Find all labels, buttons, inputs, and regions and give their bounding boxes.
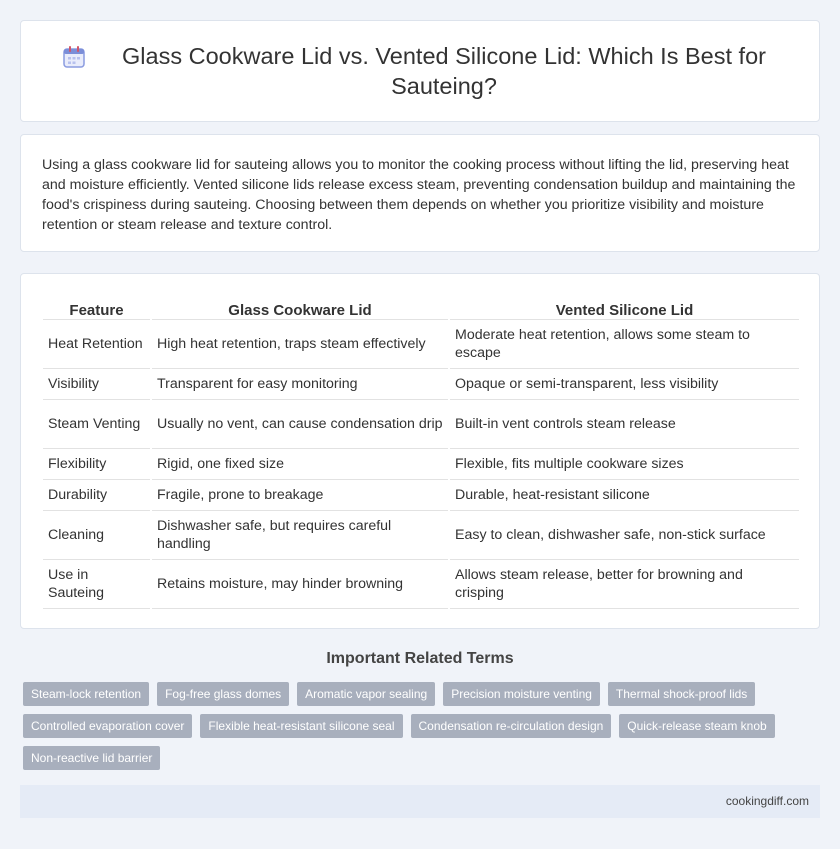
intro-paragraph: Using a glass cookware lid for sauteing allows you to monitor the cooking process without lifting the lid, preserving heat and moisture efficiently. Vented silicone lids release excess steam, preventing condensation buildup and maintaining the food's crispiness during sauteing. Choosing between them depends on whether you prioritize visibility and moisture retention or steam release and texture control. [42,157,796,233]
feature-cell: Durability [43,479,151,510]
silicone-lid-cell: Opaque or semi-transparent, less visibility [449,368,799,399]
calendar-icon [61,44,87,70]
related-term-tag[interactable]: Aromatic vapor sealing [297,682,435,706]
related-term-tag[interactable]: Fog-free glass domes [157,682,289,706]
column-header-feature: Feature [43,294,151,319]
comparison-table [43,294,799,609]
related-terms-tags [23,682,823,770]
table-row [43,559,799,608]
glass-lid-cell: Transparent for easy monitoring [151,368,449,399]
feature-cell: Visibility [43,368,151,399]
glass-lid-cell: Rigid, one fixed size [151,448,449,479]
comparison-card [20,273,820,629]
header [21,21,819,121]
feature-cell: Cleaning [43,510,151,559]
table-row [43,448,799,479]
silicone-lid-cell: Allows steam release, better for browning and crisping [449,559,799,608]
silicone-lid-cell: Easy to clean, dishwasher safe, non-stick surface [449,510,799,559]
table-row [43,479,799,510]
footer [20,785,820,818]
glass-lid-cell: Retains moisture, may hinder browning [151,559,449,608]
table-row [43,319,799,368]
silicone-lid-cell: Flexible, fits multiple cookware sizes [449,448,799,479]
related-term-tag[interactable]: Steam-lock retention [23,682,149,706]
glass-lid-cell: High heat retention, traps steam effectively [151,319,449,368]
related-term-tag[interactable]: Thermal shock-proof lids [608,682,755,706]
silicone-lid-cell: Moderate heat retention, allows some steam to escape [449,319,799,368]
feature-cell: Steam Venting [43,399,151,448]
related-term-tag[interactable]: Quick-release steam knob [619,714,774,738]
feature-cell: Use in Sauteing [43,559,151,608]
related-term-tag[interactable]: Precision moisture venting [443,682,600,706]
intro-card [20,134,820,252]
column-header-glass-lid: Glass Cookware Lid [151,294,449,319]
silicone-lid-cell: Built-in vent controls steam release [449,399,799,448]
table-row [43,368,799,399]
related-term-tag[interactable]: Non-reactive lid barrier [23,746,160,770]
table-header-row [43,294,799,319]
related-term-tag[interactable]: Flexible heat-resistant silicone seal [200,714,402,738]
feature-cell: Flexibility [43,448,151,479]
table-row [43,510,799,559]
related-term-tag[interactable]: Controlled evaporation cover [23,714,192,738]
feature-cell: Heat Retention [43,319,151,368]
related-terms-title: Important Related Terms [326,650,514,667]
footer-site-link[interactable]: cookingdiff.com [725,794,809,808]
column-header-silicone-lid: Vented Silicone Lid [449,294,799,319]
silicone-lid-cell: Durable, heat-resistant silicone [449,479,799,510]
glass-lid-cell: Fragile, prone to breakage [151,479,449,510]
header-card [20,20,820,122]
glass-lid-cell: Usually no vent, can cause condensation drip [151,399,449,448]
related-term-tag[interactable]: Condensation re-circulation design [411,714,612,738]
glass-lid-cell: Dishwasher safe, but requires careful handling [151,510,449,559]
table-row [43,399,799,448]
page-title: Glass Cookware Lid vs. Vented Silicone Lid: Which Is Best for Sauteing? [122,43,766,99]
